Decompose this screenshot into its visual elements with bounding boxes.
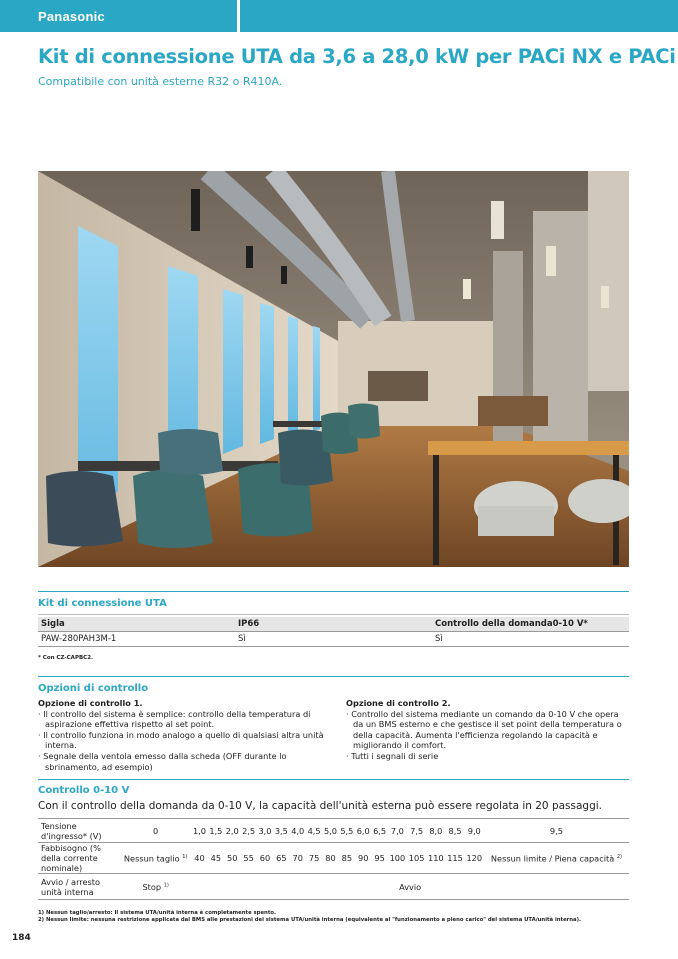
section-rule	[38, 676, 629, 677]
voltage-cell: 5,5	[340, 825, 354, 836]
voltage-cell: 1,0	[192, 825, 206, 836]
control-section-title: Controllo 0-10 V	[38, 785, 130, 796]
demand-cell: 105	[408, 853, 425, 863]
demand-cell: 80	[325, 853, 336, 863]
voltage-cell: 2,5	[242, 825, 256, 836]
list-item: · Il controllo del sistema è semplice: controllo della temperatura di aspirazione effettiva rispetto al set point.	[38, 708, 311, 730]
kit-col-sigla: Sigla	[41, 619, 65, 629]
demand-cell: 100	[389, 853, 406, 863]
page-subtitle: Compatibile con unità esterne R32 o R410A.	[38, 75, 283, 88]
footnote-ref: 1)	[163, 881, 169, 888]
kit-table-header	[38, 617, 629, 631]
voltage-cell: 3,0	[258, 825, 272, 836]
control-lead-text: Con il controllo della domanda da 0-10 V, la capacità dell'unità esterna può essere regolata in 20 passaggi.	[38, 800, 603, 812]
footnote-2: 2) Nessun limite: nessuna restrizione applicata dal BMS alle prestazioni del sistema UTA/unità interna (equivalente al "funzionamento a pieno carico" del sistema UTA/unità interna).	[38, 917, 582, 923]
kit-table-rule	[38, 646, 629, 647]
kit-table	[38, 617, 629, 647]
list-item: · Tutti i segnali di serie	[346, 750, 439, 761]
stop-text: Stop	[142, 881, 162, 892]
demand-cell: 110	[428, 853, 444, 863]
row-label-start-stop: Avvio / arresto unità interna	[41, 876, 101, 897]
kit-cell: PAW-280PAH3M-1	[41, 634, 117, 644]
table-row	[38, 874, 629, 900]
list-item: · Il controllo funziona in modo analogo a quello di qualsiasi altra unità interna.	[38, 729, 324, 751]
footnote-ref: 1)	[182, 854, 188, 861]
demand-cell	[484, 843, 629, 874]
demand-cell: 120	[466, 853, 483, 863]
voltage-cell: 6,5	[373, 825, 387, 836]
demand-cell: 50	[227, 853, 238, 863]
voltage-cell: 6,0	[356, 825, 370, 836]
start-cell: Avvio	[399, 881, 422, 892]
footnote-ref: 2)	[616, 854, 622, 861]
list-item: · Segnale della ventola emesso dalla scheda (OFF durante lo sbrinamento, ad esempio)	[38, 750, 287, 772]
restaurant-interior-photo	[38, 171, 629, 567]
demand-cell: 90	[358, 853, 369, 863]
section-rule	[38, 779, 629, 780]
table-row	[38, 819, 629, 843]
voltage-cell: 2,0	[225, 825, 239, 836]
voltage-cell: 5,0	[323, 825, 337, 836]
demand-first: Nessun taglio	[123, 853, 180, 864]
demand-cell: 95	[374, 853, 385, 863]
kit-cell: Sì	[238, 634, 246, 644]
option-2-title: Opzione di controllo 2.	[346, 698, 451, 708]
kit-section-title: Kit di connessione UTA	[38, 598, 167, 609]
demand-cell: 115	[447, 853, 463, 863]
option-2	[346, 698, 631, 762]
demand-cell	[120, 843, 191, 874]
option-1-title: Opzione di controllo 1.	[38, 698, 143, 708]
section-rule	[38, 591, 629, 592]
demand-cell: 40	[194, 853, 205, 863]
stop-cell	[120, 874, 191, 900]
voltage-cell: 0	[153, 825, 159, 836]
kit-table-top-rule	[38, 614, 629, 615]
kit-col-controllo: Controllo della domanda0-10 V*	[435, 619, 588, 629]
header-bar	[0, 0, 678, 32]
voltage-cell: 8,5	[448, 825, 462, 836]
demand-cell: 55	[243, 853, 254, 863]
voltage-cell: 4,5	[307, 825, 321, 836]
demand-cell: 70	[292, 853, 303, 863]
voltage-cell: 9,0	[467, 825, 481, 836]
row-label-voltage: Tensione d'ingresso* (V)	[41, 820, 102, 841]
options-section-title: Opzioni di controllo	[38, 683, 149, 694]
row-label-demand: Fabbisogno (% della corrente nominale)	[41, 843, 101, 873]
demand-cell: 75	[308, 853, 320, 863]
demand-cell: 45	[210, 853, 222, 863]
voltage-cell: 1,5	[209, 825, 223, 836]
header-divider	[237, 0, 240, 32]
brand-logo: Panasonic	[38, 9, 105, 24]
voltage-cell: 8,0	[429, 825, 443, 836]
voltage-cell: 4,0	[291, 825, 305, 836]
voltage-cell: 3,5	[274, 825, 288, 836]
footnote-1: 1) Nessun taglio/arresto: Il sistema UTA/unità interna è completamente spento.	[38, 910, 277, 916]
demand-cell: 60	[259, 853, 271, 863]
voltage-cell: 7,0	[390, 825, 404, 836]
demand-cell: 65	[276, 853, 287, 863]
kit-col-ip66: IP66	[238, 619, 260, 629]
demand-last: Nessun limite / Piena capacità	[490, 853, 615, 864]
page-title: Kit di connessione UTA da 3,6 a 28,0 kW per PACi NX e PACi	[38, 45, 676, 68]
voltage-cell: 7,5	[410, 825, 424, 836]
list-item: · Controllo del sistema mediante un comando da 0-10 V che opera da un BMS esterno e che gestisce il set point della temperatura o della capacità. Aumenta l'efficienza regolando la capacità e migliorando il comfort.	[346, 708, 622, 751]
voltage-cell: 9,5	[549, 825, 563, 836]
table-row	[38, 843, 629, 874]
kit-cell: Sì	[435, 634, 443, 644]
table-row	[38, 632, 629, 646]
control-table	[38, 818, 629, 900]
option-1	[38, 698, 328, 772]
page-number: 184	[12, 933, 31, 943]
kit-footnote: * Con CZ-CAPBC2.	[38, 655, 94, 661]
demand-cell: 85	[341, 853, 353, 863]
